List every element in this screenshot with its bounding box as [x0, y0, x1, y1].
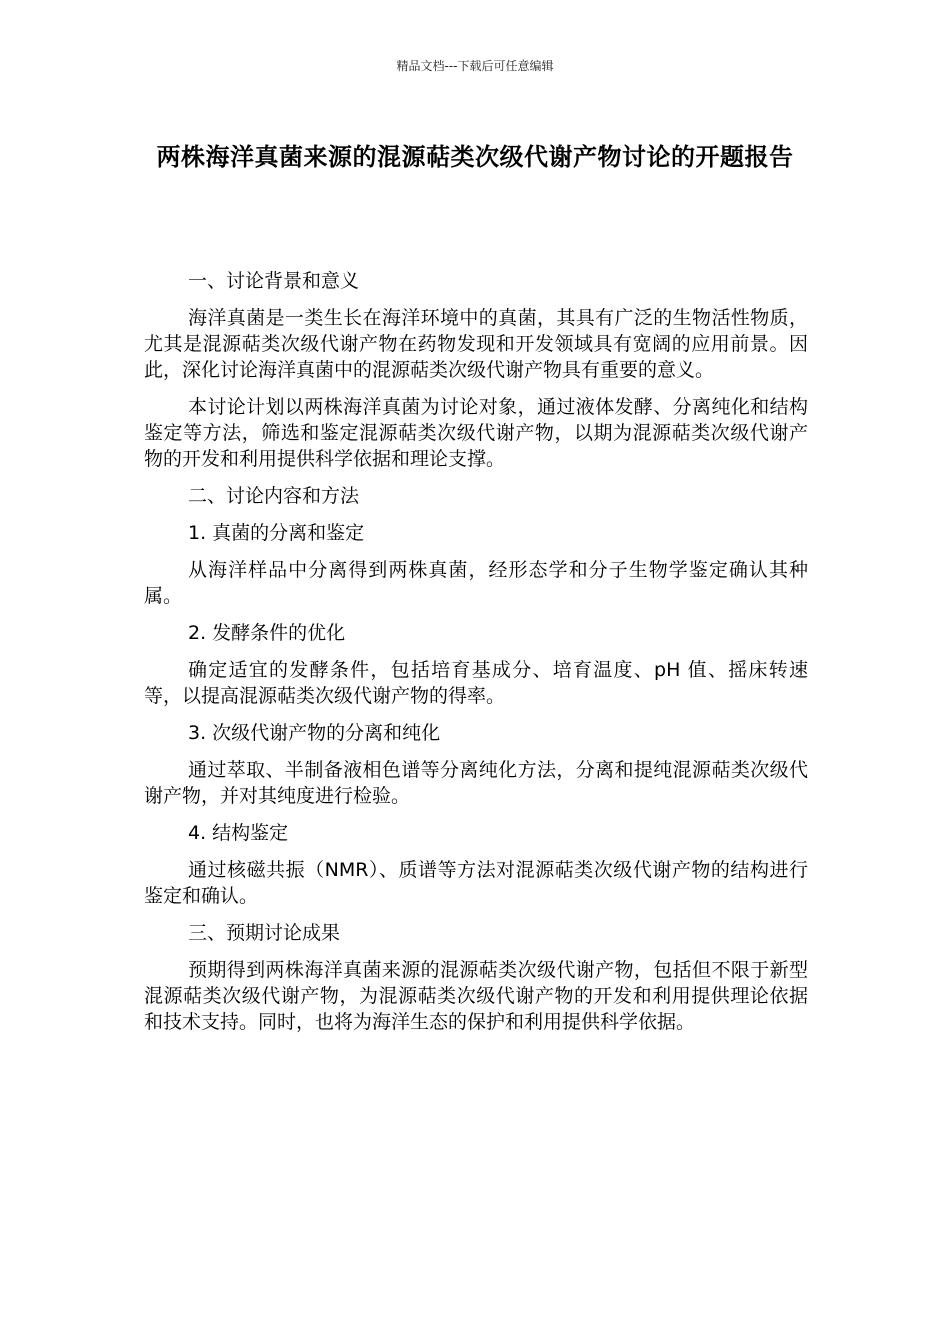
paragraph-isolation: 从海洋样品中分离得到两株真菌，经形态学和分子生物学鉴定确认其种属。: [144, 559, 808, 607]
paragraph-fermentation: 确定适宜的发酵条件，包括培育基成分、培育温度、pH 值、摇床转速等，以提高混源萜类次级代谢产物的得率。: [144, 659, 808, 707]
subheading-structure: 4. 结构鉴定: [188, 822, 289, 844]
paragraph-outcomes: 预期得到两株海洋真菌来源的混源萜类次级代谢产物，包括但不限于新型混源萜类次级代谢产物，为混源萜类次级代谢产物的开发和利用提供理论依据和技术支持。同时，也将为海洋生态的保护和利用提供科学依据。: [144, 959, 808, 1033]
subheading-isolation: 1. 真菌的分离和鉴定: [188, 522, 365, 544]
paragraph-purification: 通过萃取、半制备液相色谱等分离纯化方法，分离和提纯混源萜类次级代谢产物，并对其纯度进行检验。: [144, 759, 808, 807]
section-heading-outcomes: 三、预期讨论成果: [188, 922, 341, 944]
document-title: 两株海洋真菌来源的混源萜类次级代谢产物讨论的开题报告: [156, 143, 794, 171]
header-note: 精品文档---下载后可任意编辑: [396, 59, 554, 73]
document-body: [144, 268, 808, 1046]
paragraph-background-2: 本讨论计划以两株海洋真菌为讨论对象，通过液体发酵、分离纯化和结构鉴定等方法，筛选和鉴定混源萜类次级代谢产物，以期为混源萜类次级代谢产物的开发和利用提供科学依据和理论支撑。: [144, 396, 808, 470]
section-heading-methods: 二、讨论内容和方法: [188, 485, 360, 507]
subheading-purification: 3. 次级代谢产物的分离和纯化: [188, 722, 441, 744]
section-heading-background: 一、讨论背景和意义: [188, 270, 360, 292]
subheading-fermentation: 2. 发酵条件的优化: [188, 622, 346, 644]
paragraph-structure: 通过核磁共振（NMR）、质谱等方法对混源萜类次级代谢产物的结构进行鉴定和确认。: [144, 859, 808, 907]
paragraph-background-1: 海洋真菌是一类生长在海洋环境中的真菌，其具有广泛的生物活性物质，尤其是混源萜类次级代谢产物在药物发现和开发领域具有宽阔的应用前景。因此，深化讨论海洋真菌中的混源萜类次级代谢产物具有重要的意义。: [144, 307, 808, 381]
